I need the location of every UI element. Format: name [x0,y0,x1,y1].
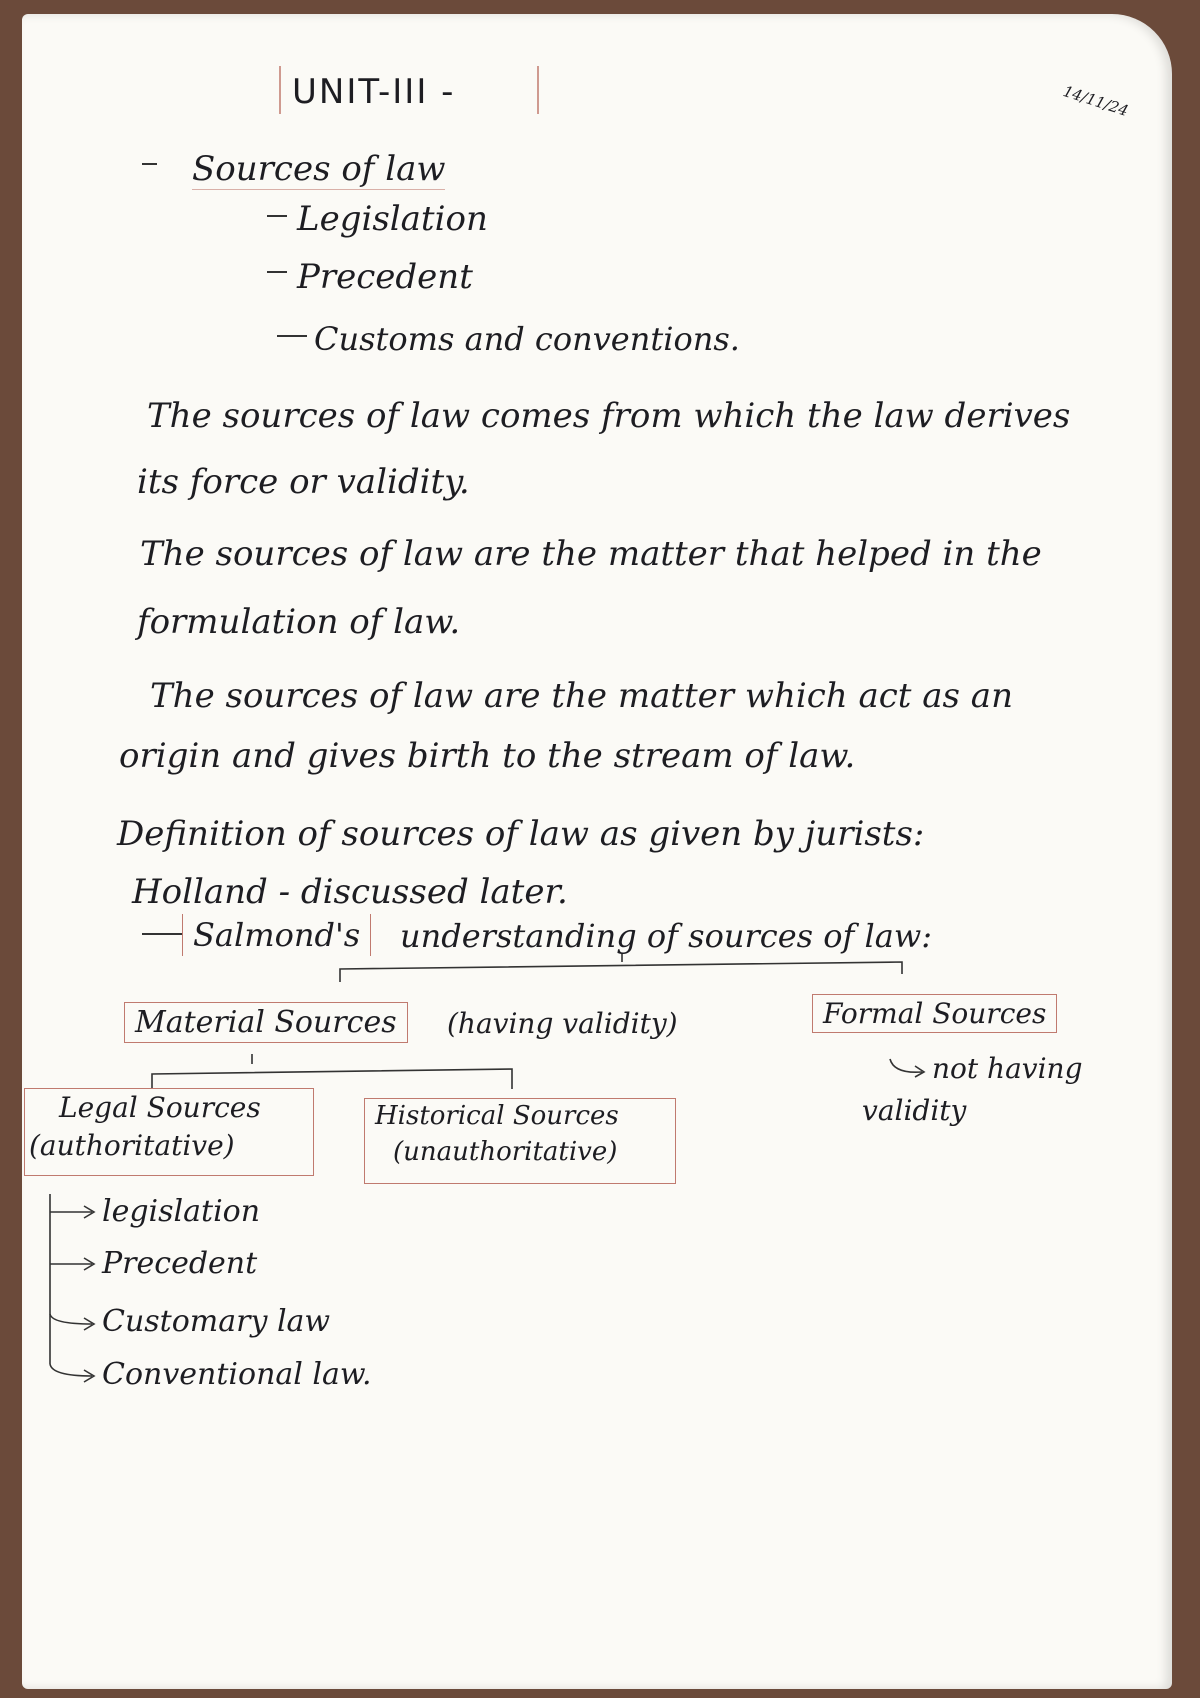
topic-item: Legislation [297,199,488,239]
legal-sources-note: (authoritative) [29,1129,235,1162]
salmond-rest: understanding of sources of law: [400,917,932,955]
salmond-box: Salmond's [182,914,371,956]
notebook-page [22,14,1172,1689]
paragraph-line: The sources of law comes from which the law derives [147,396,1071,436]
date-label: 14/11/24 [1060,82,1131,120]
legal-sources-box [24,1088,314,1176]
formal-sources-box: Formal Sources [812,994,1057,1033]
historical-sources-note: (unauthoritative) [393,1137,618,1167]
topics-title: Sources of law [192,149,446,189]
material-note: (having validity) [447,1007,678,1040]
paragraph-line: origin and gives birth to the stream of law. [119,736,856,776]
holland-line: Holland - discussed later. [132,872,568,912]
legal-item: legislation [102,1194,261,1229]
topic-item: Customs and conventions. [314,320,740,358]
legal-sources-label: Legal Sources [59,1091,261,1124]
legal-item: Customary law [102,1304,331,1339]
material-sources-box: Material Sources [124,1002,408,1043]
paragraph-line: formulation of law. [137,602,461,642]
historical-sources-box [364,1098,676,1184]
paragraph-line: The sources of law are the matter which act as an [150,676,1013,716]
historical-sources-label: Historical Sources [375,1101,619,1131]
unit-heading: UNIT-III - [292,72,456,112]
legal-item: Precedent [102,1246,258,1281]
paragraph-line: its force or validity. [137,462,470,502]
formal-note: validity [862,1094,967,1127]
definition-line: Definition of sources of law as given by jurists: [117,814,925,854]
formal-note: not having [932,1052,1083,1085]
paragraph-line: The sources of law are the matter that helped in the [140,534,1042,574]
topic-item: Precedent [297,257,473,297]
legal-item: Conventional law. [102,1357,372,1392]
